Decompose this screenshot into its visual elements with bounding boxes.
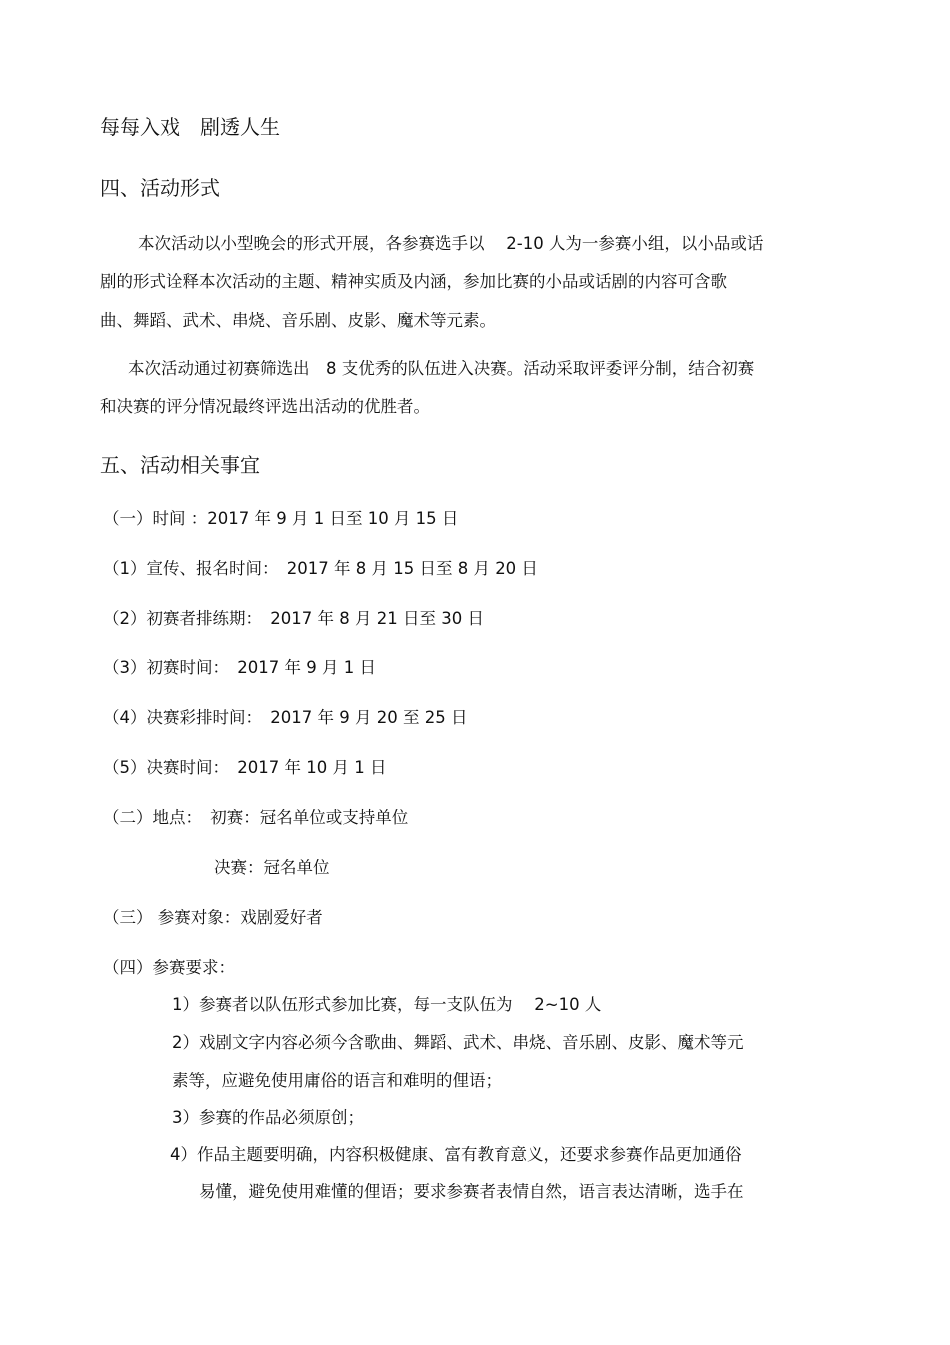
paragraph-line: 曲、舞蹈、武术、串烧、音乐剧、皮影、魔术等元素。 [100, 311, 496, 330]
section-heading-4: 四、活动形式 [100, 176, 220, 200]
time-item: （2）初赛者排练期： 2017 年 8 月 21 日至 30 日 [103, 609, 484, 628]
document-title: 每每入戏 剧透人生 [100, 115, 280, 139]
paragraph-line: 本次活动通过初赛筛选出 8 支优秀的队伍进入决赛。活动采取评委评分制，结合初赛 [128, 359, 755, 378]
time-item: （3）初赛时间： 2017 年 9 月 1 日 [103, 658, 376, 677]
paragraph-line: 剧的形式诠释本次活动的主题、精神实质及内涵，参加比赛的小品或话剧的内容可含歌 [100, 272, 727, 291]
requirement-item: 素等，应避免使用庸俗的语言和难明的俚语； [172, 1071, 502, 1090]
section-heading-5: 五、活动相关事宜 [100, 453, 260, 477]
time-item: （1）宣传、报名时间： 2017 年 8 月 15 日至 8 月 20 日 [103, 559, 538, 578]
requirement-item: 1）参赛者以队伍形式参加比赛，每一支队伍为 2~10 人 [172, 995, 602, 1014]
time-item: （5）决赛时间： 2017 年 10 月 1 日 [103, 758, 387, 777]
location-line: （二）地点： 初赛：冠名单位或支持单位 [103, 808, 409, 827]
location-line: 决赛：冠名单位 [214, 858, 330, 877]
requirement-item: 4）作品主题要明确，内容积极健康、富有教育意义，还要求参赛作品更加通俗 [170, 1145, 742, 1164]
requirement-item: 易懂，避免使用难懂的俚语；要求参赛者表情自然，语言表达清晰，选手在 [199, 1182, 744, 1201]
time-item: （4）决赛彩排时间： 2017 年 9 月 20 至 25 日 [103, 708, 468, 727]
audience-line: （三） 参赛对象：戏剧爱好者 [103, 908, 323, 927]
time-label: （一）时间 ：2017 年 9 月 1 日至 10 月 15 日 [103, 509, 459, 528]
requirement-item: 2）戏剧文字内容必须今含歌曲、舞蹈、武术、串烧、音乐剧、皮影、魔术等元 [172, 1033, 744, 1052]
requirement-item: 3）参赛的作品必须原创； [172, 1108, 364, 1127]
paragraph-line: 和决赛的评分情况最终评选出活动的优胜者。 [100, 397, 430, 416]
requirements-label: （四）参赛要求： [103, 958, 235, 977]
paragraph-line: 本次活动以小型晚会的形式开展，各参赛选手以 2-10 人为一参赛小组，以小品或话 [138, 234, 764, 253]
